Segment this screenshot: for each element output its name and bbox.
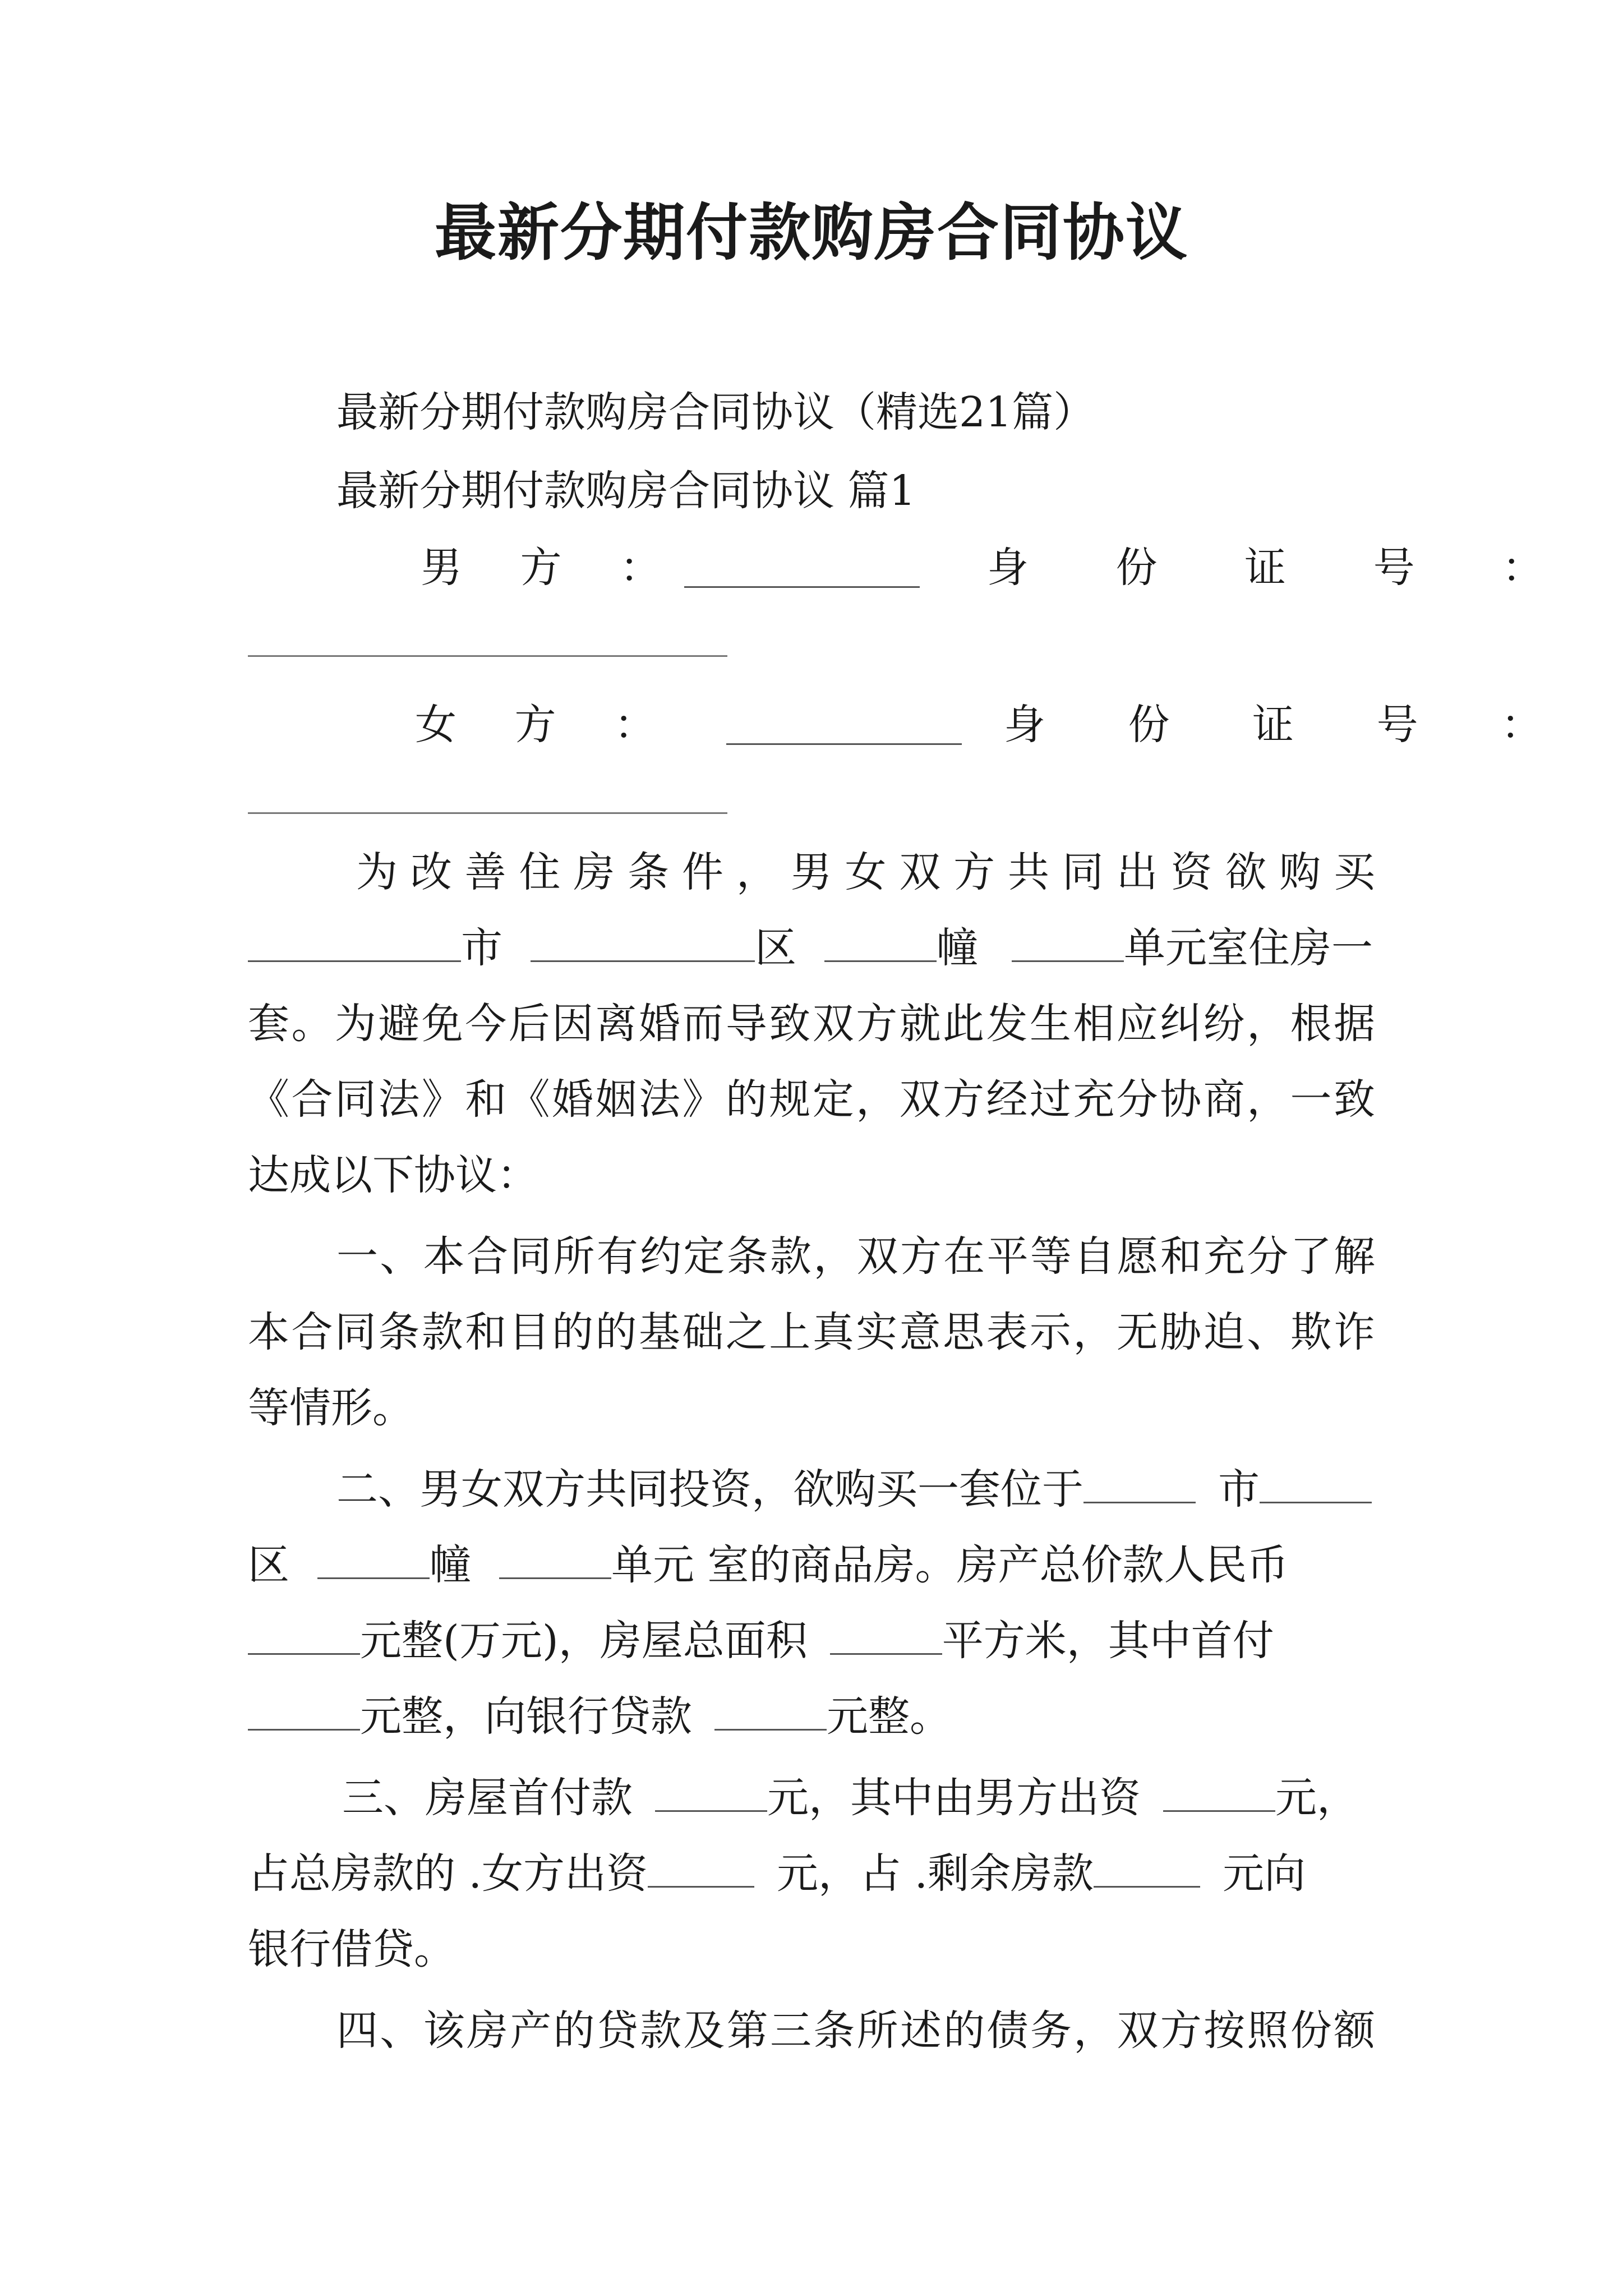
clause2-downpay-label: 元整，向银行贷款	[360, 1692, 692, 1741]
clause2-area-blank	[830, 1614, 942, 1655]
female-name-blank	[726, 704, 962, 745]
intro-line-4: 《合同法》和《婚姻法》的规定，双方经过充分协商，一致	[248, 1075, 1375, 1124]
clause3-line-3: 银行借贷。	[248, 1925, 455, 1973]
unit-label: 单元室住房一	[1124, 924, 1373, 972]
male-id-label: 身 份 证 号 ：	[987, 544, 1581, 592]
intro-line-1: 为改善住房条件，男女双方共同出资欲购买	[356, 848, 1375, 896]
clause3-remaining-blank	[1094, 1847, 1200, 1888]
clause3-downpay-blank	[655, 1771, 767, 1812]
district-label: 区	[755, 924, 796, 972]
unit-blank	[1012, 921, 1124, 962]
clause3-text-f: 元向	[1223, 1849, 1306, 1898]
clause2-line-2	[248, 1534, 1289, 1596]
intro-line-2	[248, 917, 1373, 979]
clause2-area-label: 平方米，其中首付	[942, 1617, 1274, 1665]
clause3-text-e: 元，占 .剩余房款	[777, 1849, 1094, 1898]
clause2-loan-blank	[714, 1690, 827, 1731]
clause2-district-blank	[1260, 1462, 1372, 1503]
female-party-label: 女 方 ：	[415, 701, 679, 749]
clause2-downpay-blank	[248, 1690, 360, 1731]
clause1-line-2: 本合同条款和目的的基础之上真实意思表示，无胁迫、欺诈	[248, 1308, 1375, 1356]
clause1-line-1: 一、本合同所有约定条款，双方在平等自愿和充分了解	[336, 1232, 1375, 1281]
clause1-line-3: 等情形。	[248, 1384, 414, 1432]
clause2-unit-blank	[499, 1538, 611, 1579]
document-subtitle: 最新分期付款购房合同协议（精选21篇）	[336, 388, 1095, 436]
city-label: 市	[461, 924, 502, 972]
clause3-line-1	[342, 1767, 1358, 1829]
clause2-text-a: 二、男女双方共同投资，欲购买一套位于	[336, 1465, 1083, 1513]
clause2-price-label: 元整(万元)，房屋总面积	[360, 1617, 808, 1665]
clause2-city-blank	[1083, 1462, 1196, 1503]
clause2-city-label: 市	[1218, 1465, 1260, 1513]
section-heading: 最新分期付款购房合同协议 篇1	[336, 467, 916, 515]
clause3-male-blank	[1163, 1771, 1275, 1812]
clause2-unit-label: 单元 室的商品房。房产总价款人民币	[611, 1541, 1289, 1589]
city-blank	[248, 921, 461, 962]
building-blank	[824, 921, 937, 962]
clause2-loan-label: 元整。	[827, 1692, 951, 1741]
clause2-building-blank	[317, 1538, 430, 1579]
clause3-text-d: 占总房款的 .女方出资	[248, 1849, 648, 1898]
male-party-label: 男 方 ：	[421, 544, 684, 592]
building-label: 幢	[937, 924, 978, 972]
clause2-district-label: 区	[248, 1541, 289, 1589]
clause3-line-2	[248, 1843, 1306, 1904]
clause3-text-c: 元，	[1275, 1774, 1358, 1822]
male-name-blank	[684, 547, 920, 588]
clause3-female-blank	[648, 1847, 754, 1888]
clause2-line-3	[248, 1610, 1274, 1672]
clause2-price-blank	[248, 1614, 360, 1655]
clause2-building-label: 幢	[430, 1541, 471, 1589]
female-id-blank	[248, 812, 727, 814]
clause4-line-1: 四、该房产的贷款及第三条所述的债务，双方按照份额	[336, 2007, 1375, 2055]
clause2-line-4	[248, 1686, 951, 1747]
clause2-line-1	[336, 1458, 1372, 1520]
intro-line-3: 套。为避免今后因离婚而导致双方就此发生相应纠纷，根据	[248, 1000, 1375, 1048]
clause3-text-b: 元，其中由男方出资	[767, 1774, 1141, 1822]
intro-line-5: 达成以下协议：	[248, 1151, 538, 1199]
female-id-label: 身 份 证 号 ：	[1004, 701, 1578, 749]
district-blank	[531, 921, 755, 962]
document-title: 最新分期付款购房合同协议	[435, 196, 1188, 269]
male-id-blank	[248, 655, 727, 657]
clause3-text-a: 三、房屋首付款	[342, 1774, 633, 1822]
